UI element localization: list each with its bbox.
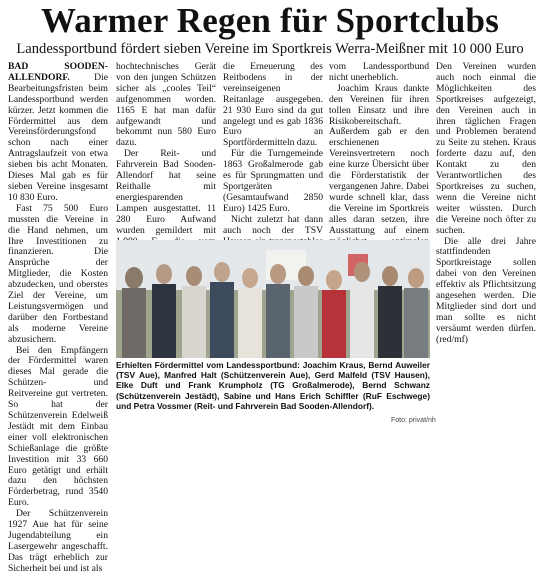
- article-column-2: [116, 62, 216, 237]
- article-paragraph: Nicht zuletzt hat dann auch noch der TSV: [223, 213, 323, 236]
- article-column-1: [8, 61, 108, 574]
- article-column-4: [329, 62, 429, 237]
- article-paragraph: Der Schützenverein 1927 Aue hat für seine Jugendabteilung ein Lasergewehr angeschafft. Das trägt erheblich zur Sicherheit bei und ist als: [8, 508, 108, 574]
- article-paragraph: Joachim Kraus dankte den Vereinen für ihren tollen Einsatz und ihre Risikobereitschaft. Außerdem gab er den erschienenen Vereinsvertretern noch eine kurze Übersicht über die Förderstatistik der vergangenen Jahre. Dabei wurde schnell klar, dass die Vereine im Sportkreis alles daran setzen, ihre Ausstattung auf einem: [329, 82, 429, 236]
- photo-caption: Erhielten Fördermittel vom Landessportbund: Joachim Kraus, Bernd Auweiler (TSV Aue), Manfred Halt (Schützenverein Aue), Gerd Malfeld (TSV Hausen), Elke Duft und Frank Krumpholz (TG Großalmerode), Bernd Schwanz (Schützenverein Jestädt), Sabine und Hans Erich Schiffler (RuF Eschwege) und Petra Vossmer (Reit- und Fahrverein Bad Sooden-Allendorf).: [116, 360, 430, 411]
- photo-credit: Foto: privat/nh: [391, 417, 436, 424]
- article-column-3: [223, 62, 323, 237]
- article-column-5: [436, 62, 536, 428]
- group-photo-illustration: [116, 240, 430, 358]
- article-paragraph: vom Landessportbund nicht unerheblich.: [329, 61, 429, 83]
- article-paragraph: Für die Turngemeinde 1863 Großalmerode gab es für Sprungmatten und Sportgeräten (Gesamtaufwand 2850 Euro) 1425 Euro.: [223, 148, 323, 214]
- article-paragraph: BAD SOODEN-ALLENDORF. Die Bearbeitungsfristen beim Landessportbund werden kürzer. Jetzt kommen die Fördermittel aus dem Vereinsförderungsfond schon nach einer Antragslaufzeit von etwa sieben bis acht Monaten. Dieses Mal gab es für sieben Vereine insgesamt 10 830 Euro.: [8, 61, 108, 203]
- dateline: BAD SOODEN-ALLENDORF.: [8, 61, 108, 83]
- article-paragraph: die Erneuerung des Reitbodens in der vereinseigenen Reitanlage ausgegeben. 21 930 Euro sind da gut angelegt und es gab 1836 Euro an Sportfördermitteln dazu.: [223, 61, 323, 149]
- article-paragraph: Den Vereinen wurden auch noch einmal die Möglichkeiten des Sportkreises aufgezeigt, den Vereinen auch in ihren täglichen Fragen und Problemen beratend zu Seite zu stehen. Kraus forderte dazu auf, den Kontakt zu den Verantwortlichen des Sportkreises zu suchen, wenn die Vereine nicht weiter wüssten. Durch die Vereine noch öfter zu suchen.: [436, 61, 536, 236]
- headline: Warmer Regen für Sportclubs: [40, 1, 500, 40]
- article-paragraph: Die alle drei Jahre stattfindenden Sportkreistage sollen dabei von den Vereinen effektiv als Pflichtsitzung angesehen werden. Die Mitglieder sind dort und man sollte es nicht versäumt werden dürfen. (red/mf): [436, 235, 536, 345]
- article-paragraph: hochtechnisches Gerät von den jungen Schützen sicher als „cooles Teil“ aufgenommen worden. 1165 E hat man dafür aufgewandt und bekommt nun 580 Euro dazu.: [116, 61, 216, 149]
- article-paragraph: Der Reit- und Fahrverein Bad Sooden-Allendorf hat seine Reithalle mit energiesparenden Lampen ausgestattet. 11 280 Euro Aufwand wurden gemildert mit: [116, 148, 216, 236]
- group-photo: [116, 240, 430, 358]
- subheadline: Landessportbund fördert sieben Vereine im Sportkreis Werra-Meißner mit 10 000 Euro: [16, 41, 524, 57]
- article-paragraph: Fast 75 500 Euro mussten die Vereine in die Hand nehmen, um Ihre Investitionen zu finanzieren. Die Ansprüche der Mitglieder, die Kosten abzudecken, und oberstes Ziel der Vereine, um Leistungsvermögen und darüber den Fortbestand als moderne Vereine abzusichern.: [8, 202, 108, 345]
- article-paragraph: Bei den Empfängern der Fördermittel waren dieses Mal gerade die Schützen- und Reitvereine gut vertreten. So hat der Schützenverein Edelweiß Jestädt mit dem Einbau einer voll elektronischen Schießanlage die größte Investition mit 33 660 Euro getätigt und erhält dazu den höchsten Förderbetrag, rund 3540 Euro.: [8, 344, 108, 509]
